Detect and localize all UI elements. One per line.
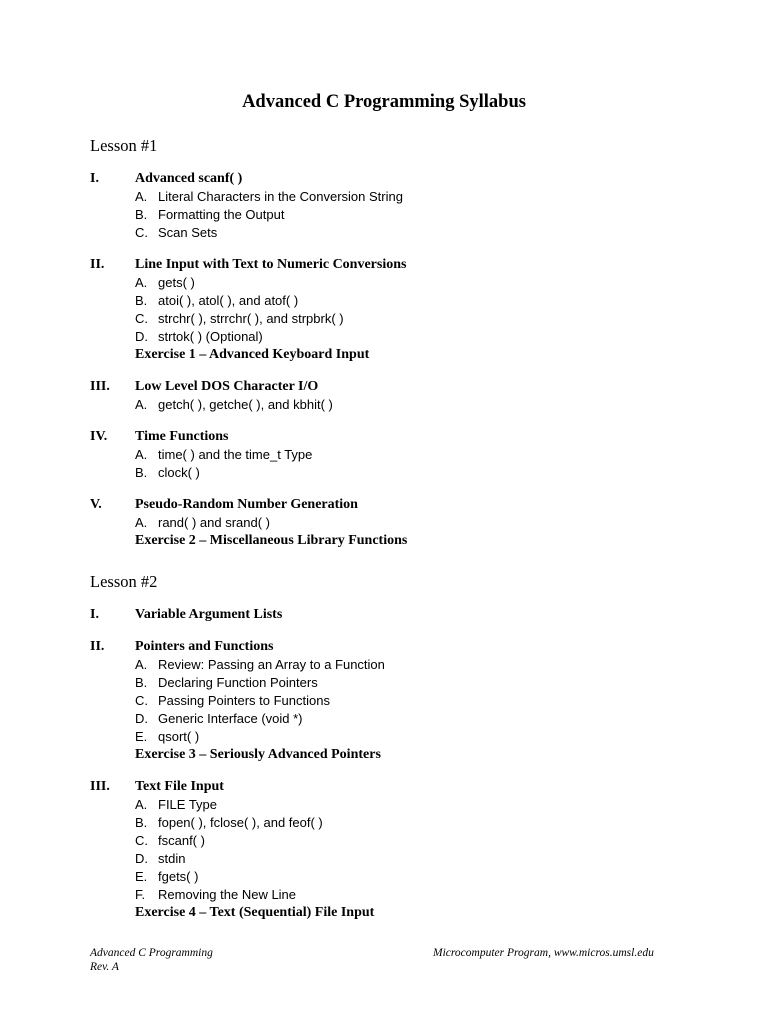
- list-item: A. time( ) and the time_t Type: [135, 447, 313, 462]
- list-item: E. fgets( ): [135, 869, 199, 884]
- list-item: F. Removing the New Line: [135, 887, 297, 902]
- lesson-2: [90, 572, 708, 936]
- list-item: A. Review: Passing an Array to a Function: [135, 657, 385, 672]
- list-item: A. rand( ) and srand( ): [135, 515, 270, 530]
- list-item: B. clock( ): [135, 465, 200, 480]
- section-numeral: V.: [90, 497, 102, 512]
- page-title: Advanced C Programming Syllabus: [242, 92, 526, 112]
- footer-left: [90, 946, 213, 974]
- section-numeral: II.: [90, 639, 105, 654]
- section-numeral: III.: [90, 379, 110, 394]
- list-item: A. Literal Characters in the Conversion String: [135, 189, 403, 204]
- section-title: Low Level DOS Character I/O: [135, 379, 319, 394]
- section-numeral: I.: [90, 171, 99, 186]
- section: [90, 778, 708, 922]
- list-item: B. Formatting the Output: [135, 207, 285, 222]
- section-title: Advanced scanf( ): [135, 171, 243, 186]
- section-numeral: II.: [90, 257, 105, 272]
- section: [90, 170, 708, 242]
- lesson-heading: Lesson #1: [90, 136, 158, 155]
- section: [90, 606, 708, 624]
- list-item: C. strchr( ), strrchr( ), and strpbrk( ): [135, 311, 344, 326]
- section-title: Text File Input: [135, 779, 224, 794]
- footer-program-link: Microcomputer Program, www.micros.umsl.edu: [433, 947, 654, 959]
- section-title: Pseudo-Random Number Generation: [135, 497, 358, 512]
- list-item: A. getch( ), getche( ), and kbhit( ): [135, 397, 333, 412]
- section-numeral: III.: [90, 779, 110, 794]
- list-item: C. Passing Pointers to Functions: [135, 693, 330, 708]
- list-item: A. FILE Type: [135, 797, 218, 812]
- section-title: Line Input with Text to Numeric Conversions: [135, 257, 407, 272]
- footer-revision: Rev. A: [90, 961, 119, 973]
- section-numeral: I.: [90, 607, 99, 622]
- list-item: E. qsort( ): [135, 729, 200, 744]
- section: [90, 378, 708, 414]
- section: [90, 428, 708, 482]
- list-item: C. Scan Sets: [135, 225, 218, 240]
- section-title: Pointers and Functions: [135, 639, 274, 654]
- section-numeral: IV.: [90, 429, 108, 444]
- lesson-heading: Lesson #2: [90, 572, 158, 591]
- section: [90, 496, 708, 550]
- list-item: D. stdin: [135, 851, 186, 866]
- exercise-label: Exercise 4 – Text (Sequential) File Input: [135, 905, 375, 920]
- list-item: B. Declaring Function Pointers: [135, 675, 318, 690]
- exercise-label: Exercise 3 – Seriously Advanced Pointers: [135, 747, 381, 762]
- section-title: Time Functions: [135, 429, 229, 444]
- list-item: B. fopen( ), fclose( ), and feof( ): [135, 815, 323, 830]
- list-item: D. Generic Interface (void *): [135, 711, 303, 726]
- section-title: Variable Argument Lists: [135, 607, 283, 622]
- list-item: A. gets( ): [135, 275, 195, 290]
- footer-course-name: Advanced C Programming: [90, 947, 213, 959]
- section: [90, 638, 708, 764]
- list-item: B. atoi( ), atol( ), and atof( ): [135, 293, 299, 308]
- list-item: D. strtok( ) (Optional): [135, 329, 263, 344]
- lesson-1: [90, 136, 708, 564]
- section: [90, 256, 708, 364]
- exercise-label: Exercise 1 – Advanced Keyboard Input: [135, 347, 370, 362]
- list-item: C. fscanf( ): [135, 833, 205, 848]
- exercise-label: Exercise 2 – Miscellaneous Library Functions: [135, 533, 408, 548]
